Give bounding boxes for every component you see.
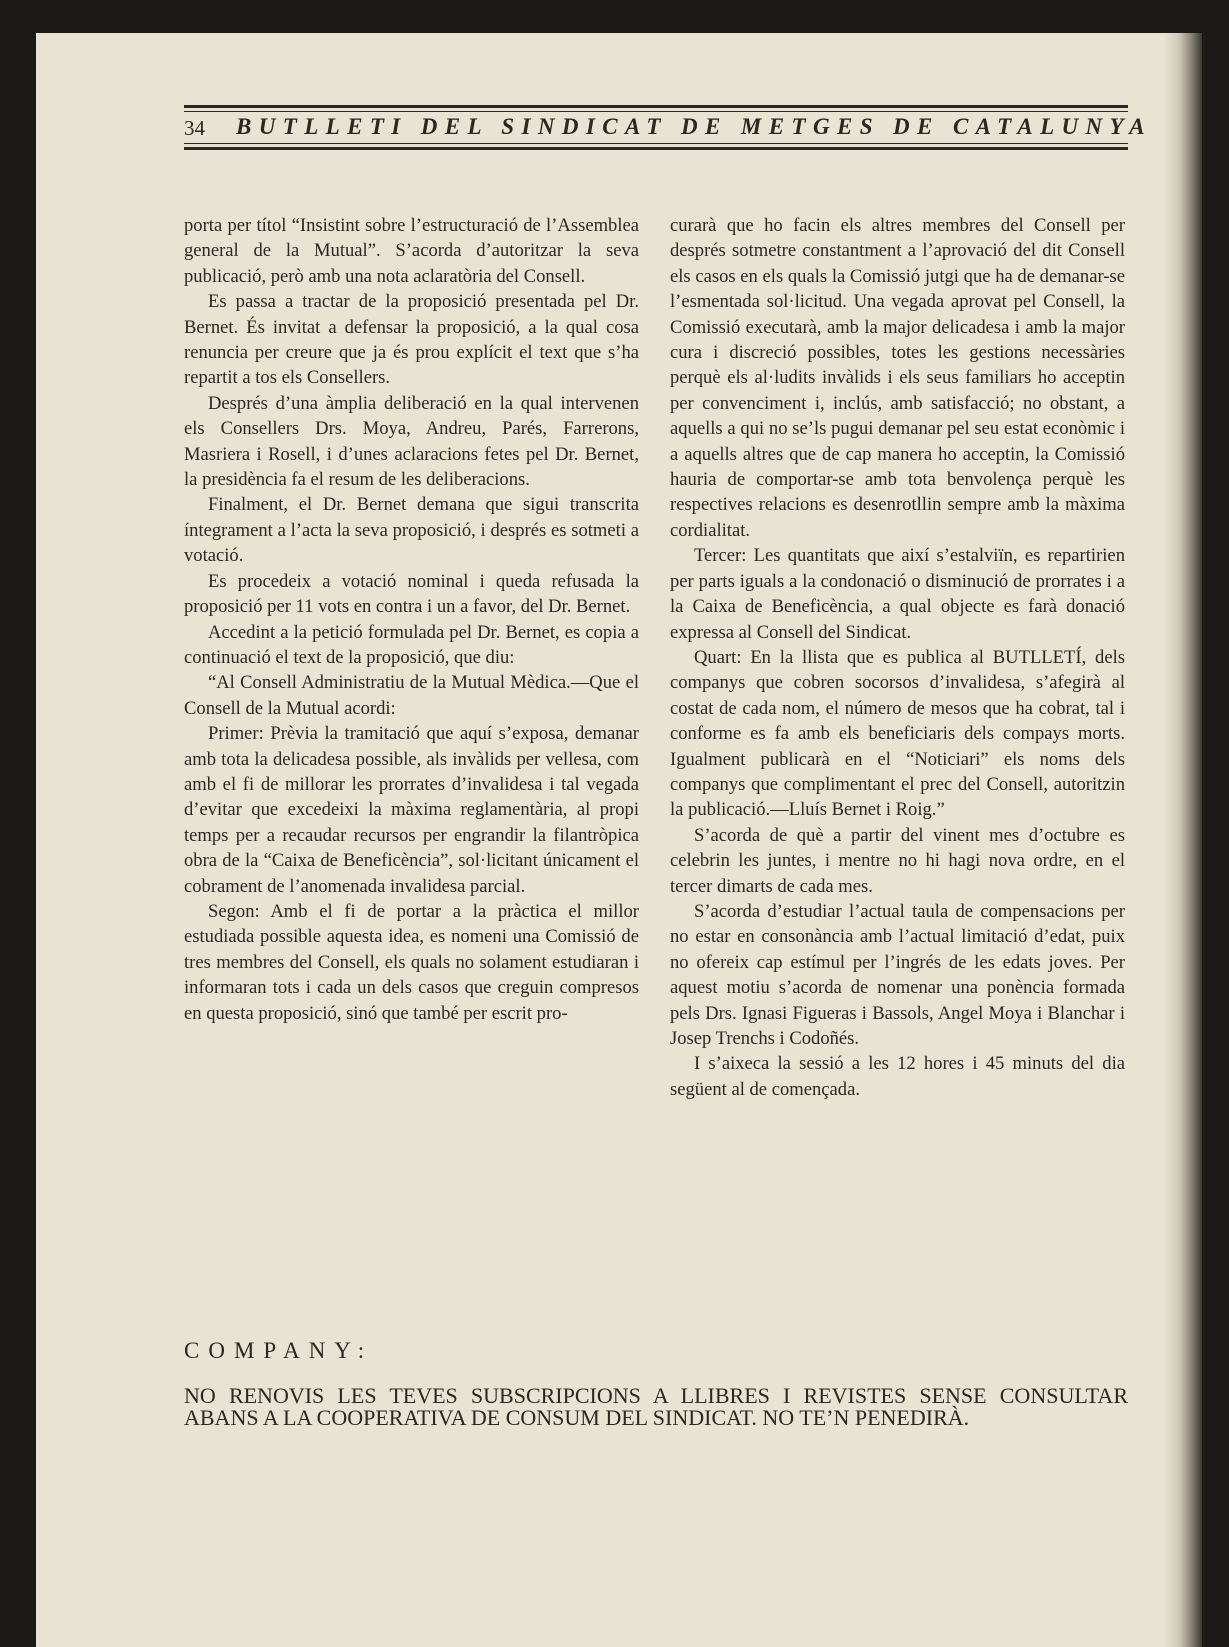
- right-column: [670, 213, 1125, 1102]
- running-title: BUTLLETI DEL SINDICAT DE METGES DE CATALUNYA: [236, 114, 1153, 139]
- paragraph: Després d’una àmplia deliberació en la qual intervenen els Consellers Drs. Moya, Andreu, Parés, Farrerons, Masriera i Rosell, i d’unes aclaracions fetes pel Dr. Bernet, la presidència fa el resum de les deliberacions.: [184, 392, 639, 491]
- paragraph: Segon: Amb el fi de portar a la pràctica el millor estudiada possible aquesta idea, es nomeni una Comissió de tres membres del Consell, els quals no solament estudiaran i informaran tots i cada un dels casos que creguin compresos en questa proposició, sinó que també per escrit pro-: [184, 900, 639, 1024]
- left-column: [184, 213, 639, 1026]
- notice-heading: COMPANY:: [184, 1338, 374, 1363]
- paragraph: Es passa a tractar de la proposició presentada pel Dr. Bernet. És invitat a defensar la proposició, a la qual cosa renuncia per creure que ja és prou explícit el text que s’ha repartit a tos els Consellers.: [184, 291, 639, 389]
- paragraph: Es procedeix a votació nominal i queda refusada la proposició per 11 vots en contra i un a favor, del Dr. Bernet.: [184, 570, 639, 618]
- paragraph: porta per títol “Insistint sobre l’estructuració de l’Assemblea general de la Mutual”. S’acorda d’autoritzar la seva publicació, però amb una nota aclaratòria del Consell.: [184, 215, 639, 287]
- header-rule-bottom-thin: [184, 143, 1128, 144]
- cooperative-notice: [184, 1337, 1128, 1429]
- paragraph: Finalment, el Dr. Bernet demana que sigui transcrita íntegrament a l’acta la seva proposició, i després es sotmeti a votació.: [184, 494, 639, 567]
- running-header: [184, 103, 1153, 163]
- paragraph: Quart: En la llista que es publica al BUTLLETÍ, dels companys que cobren socorsos d’invalidesa, s’afegirà al costat de cada nom, el número de mesos que ha cobrat, tal i conforme es fa amb els beneficiaris dels compays morts. Igualment publicarà en el “Noticiari” els noms dels companys que complimentant el prec del Consell, autoritzin la publicació.—Lluís Bernet i Roig.”: [670, 646, 1125, 821]
- paragraph: S’acorda d’estudiar l’actual taula de compensacions per no estar en consonància amb l’actual limitació d’edat, puix no ofereix cap estímul per l’ingrés de les edats joves. Per aquest motiu s’acorda de nomenar una ponència formada pels Drs. Ignasi Figueras i Bassols, Angel Moya i Blanchar i Josep Trenchs i Codoñés.: [670, 900, 1125, 1049]
- page-binding-shadow: [1164, 33, 1202, 1647]
- header-rule-top-thick: [184, 105, 1128, 108]
- paragraph: S’acorda de què a partir del vinent mes d’octubre es celebrin les juntes, i mentre no hi hagi nova ordre, en el tercer dimarts de cada mes.: [670, 824, 1125, 897]
- header-rule-top-thin: [184, 111, 1128, 112]
- header-rule-bottom-thick: [184, 147, 1128, 150]
- paragraph: I s’aixeca la sessió a les 12 hores i 45 minuts del dia següent al de començada.: [670, 1053, 1125, 1100]
- page-number: 34: [184, 116, 205, 140]
- document-page: [36, 33, 1202, 1647]
- paragraph: Primer: Prèvia la tramitació que aquí s’exposa, demanar amb tota la delicadesa possible, als invàlids per vellesa, com amb el fi de millorar les prorrates d’invalidesa i tal vegada d’evitar que excedeixi la màxima reglamentària, al propi temps per a recaudar recursos per engrandir la filantròpica obra de la “Caixa de Beneficència”, sol·licitant únicament el cobrament de l’anomenada invalidesa parcial.: [184, 723, 639, 897]
- paragraph: Tercer: Les quantitats que així s’estalviïn, es repartirien per parts iguals a la condonació o disminució de prorrates i a la Caixa de Beneficència, a qual objecte es farà donació expressa al Consell del Sindicat.: [670, 545, 1125, 643]
- paragraph: Accedint a la petició formulada pel Dr. Bernet, es copia a continuació el text de la proposició, que diu:: [184, 621, 639, 668]
- notice-body: NO RENOVIS LES TEVES SUBSCRIPCIONS A LLIBRES I REVISTES SENSE CONSULTAR ABANS A LA COOPERATIVA DE CONSUM DEL SINDICAT. NO TE’N PENEDIRÀ.: [184, 1383, 1128, 1430]
- paragraph: curarà que ho facin els altres membres del Consell per després sotmetre constantment a l’aprovació del dit Consell els casos en els quals la Comissió jutgi que ha de demanar-se l’esmentada sol·licitud. Una vegada aprovat pel Consell, la Comissió executarà, amb la major delicadesa i amb la major cura i discreció possibles, totes les gestions necessàries perquè els al·ludits invàlids i els seus familiars ho acceptin per convenciment i, inclús, amb satisfacció; no obstant, a aquells a qui no se’ls pugui demanar pel seu estat econòmic i a aquells altres que de cap manera ho acceptin, la Comissió hauria de comportar-se amb tota benvolença perquè les respectives relacions es desenrotllin sempre amb la màxima cordialitat.: [670, 215, 1125, 541]
- paragraph: “Al Consell Administratiu de la Mutual Mèdica.—Que el Consell de la Mutual acordi:: [184, 672, 639, 719]
